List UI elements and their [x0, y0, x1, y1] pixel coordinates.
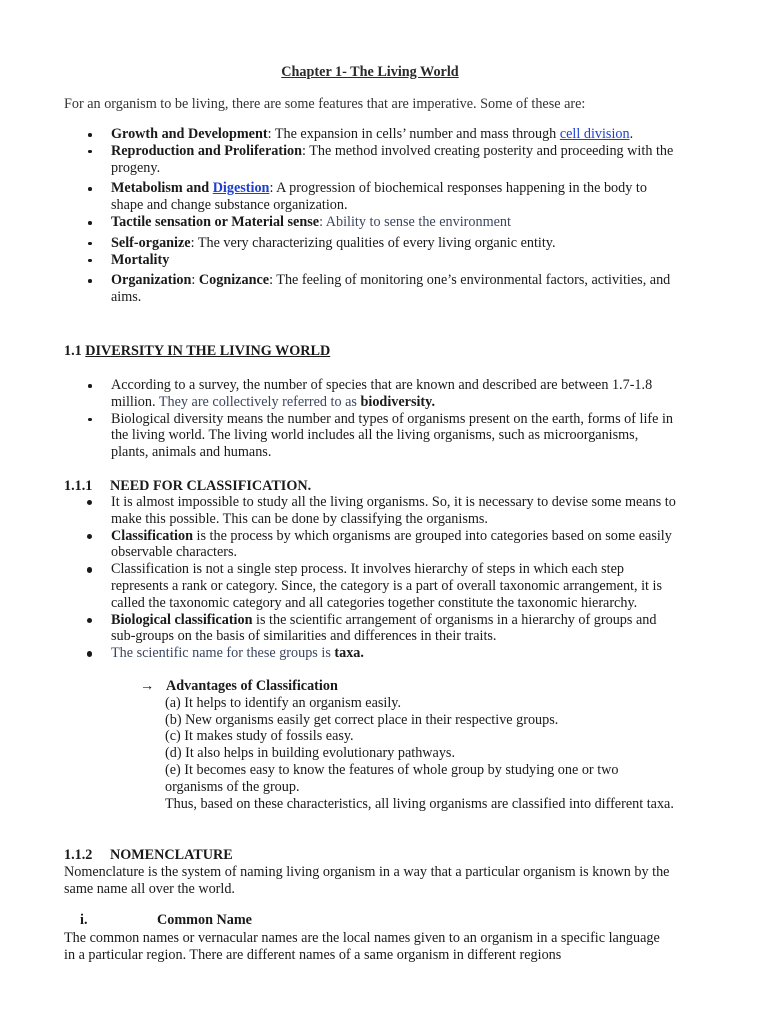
- features-list: [0, 126, 677, 306]
- list-item: Biological classification is the scientific arrangement of organisms in a hierarchy of groups and sub-groups on the basis of similarities and differences in their traits.: [0, 612, 677, 646]
- intro-paragraph: For an organism to be living, there are some features that are imperative. Some of these are:: [64, 96, 586, 112]
- list-item: Classification is the process by which organisms are grouped into categories based on some easily observable characters.: [0, 528, 677, 562]
- list-item: Mortality: [0, 252, 677, 269]
- list-item: According to a survey, the number of species that are known and described are between 1.7-1.8 million. They are collectively referred to as biodiversity.: [0, 377, 677, 411]
- list-item: Organization: Cognizance: The feeling of monitoring one’s environmental factors, activities, and aims.: [0, 272, 677, 306]
- list-item: Self-organize: The very characterizing qualities of every living organic entity.: [0, 235, 677, 252]
- advantages-block: [140, 678, 680, 812]
- list-item: Biological diversity means the number and types of organisms present on the earth, forms of life in the living world. The living world includes all the living organisms, such as microorganisms, plants, animals and humans.: [0, 411, 677, 461]
- arrow-right-icon: →: [140, 678, 155, 694]
- digestion-link[interactable]: Digestion: [212, 180, 270, 197]
- list-item: Metabolism and Digestion: A progression of biochemical responses happening in the body to shape and change substance organization.: [0, 180, 677, 214]
- list-item: Growth and Development: The expansion in cells’ number and mass through cell division.: [0, 126, 677, 143]
- list-item: Classification is not a single step process. It involves hierarchy of steps in which each step represents a rank or category. Since, the category is a part of overall taxonomic arrangement, it is called the taxonomic category and all categories together constitute the taxonomic hierarchy.: [0, 561, 677, 611]
- subsection-heading-common-name: i. Common Name: [80, 912, 252, 928]
- advantage-item: (a) It helps to identify an organism easily.: [165, 694, 402, 711]
- advantages-heading: → Advantages of Classification: [140, 678, 338, 694]
- list-item: Reproduction and Proliferation: The method involved creating posterity and proceeding with the progeny.: [0, 143, 677, 177]
- classification-list: [0, 494, 677, 662]
- section-heading-1-1-1: 1.1.1 NEED FOR CLASSIFICATION.: [64, 478, 312, 494]
- diversity-list: [0, 377, 677, 461]
- advantage-item: (c) It makes study of fossils easy.: [165, 728, 354, 745]
- chapter-title: Chapter 1- The Living World: [281, 64, 459, 80]
- advantage-item: (e) It becomes easy to know the features of whole group by studying one or two organisms of the group.: [165, 761, 619, 795]
- advantage-item: (b) New organisms easily get correct place in their respective groups.: [165, 711, 559, 728]
- common-name-paragraph: The common names or vernacular names are the local names given to an organism in a specific language in a particular region. There are different names of a same organism in different regions: [64, 930, 660, 963]
- section-heading-1-1: 1.1 DIVERSITY IN THE LIVING WORLD: [64, 343, 331, 359]
- list-item: The scientific name for these groups is taxa.: [0, 645, 677, 662]
- nomenclature-paragraph: Nomenclature is the system of naming living organism in a way that a particular organism is known by the same name all over the world.: [64, 864, 670, 897]
- advantage-item: (d) It also helps in building evolutionary pathways.: [165, 745, 456, 762]
- section-heading-1-1-2: 1.1.2 NOMENCLATURE: [64, 847, 233, 863]
- list-item: It is almost impossible to study all the living organisms. So, it is necessary to devise some means to make this possible. This can be done by classifying the organisms.: [0, 494, 677, 528]
- list-item: Tactile sensation or Material sense: Ability to sense the environment: [0, 214, 677, 231]
- cell-division-link[interactable]: cell division: [559, 126, 630, 142]
- advantages-conclusion: Thus, based on these characteristics, all living organisms are classified into different taxa.: [165, 795, 674, 812]
